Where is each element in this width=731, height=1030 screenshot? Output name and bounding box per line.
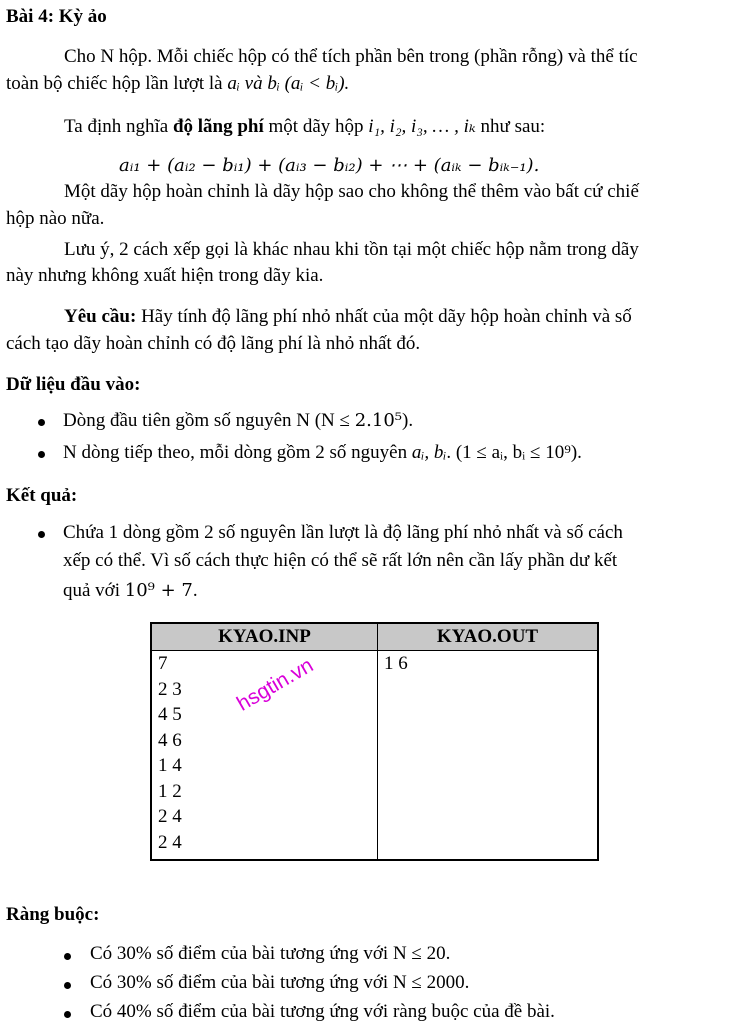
bullet-icon [64,982,71,989]
input-bullet-1-end: ). [402,410,414,431]
output-bullet-math: 10⁹ + 7 [124,580,193,601]
note-line-1: Lưu ý, 2 cách xếp gọi là khác nhau khi tồn tại một chiếc hộp nằm trong dãy [64,239,639,260]
bullet-icon [38,531,45,538]
constraint-item-1: Có 30% số điểm của bài tương ứng với N ≤ 20. [90,943,451,964]
input-line: 4 6 [158,729,182,751]
input-line: 2 4 [158,806,182,827]
output-bullet-text: quả với [63,580,125,601]
input-line: 2 4 [158,831,182,853]
input-bullet-2 [63,440,582,466]
output-heading: Kết quả: [6,485,78,506]
complete-sequence-line-2: hộp nào nữa. [6,208,105,229]
requirement-line-1 [64,304,632,330]
watermark: hsgtin.vn [233,653,318,716]
complete-sequence-line-1: Một dãy hộp hoàn chỉnh là dãy hộp sao cho không thể thêm vào bất cứ chiế [64,181,639,202]
input-line: 4 5 [158,704,182,725]
input-heading: Dữ liệu đầu vào: [6,374,141,395]
example-body-row [151,651,598,861]
bullet-icon [64,953,71,960]
input-bullet-2-math: aᵢ, bᵢ [411,442,447,463]
problem-title: Bài 4: Kỳ ảo [6,6,107,27]
definition-text-2: một dãy hộp [263,116,369,137]
definition-term: độ lãng phí [172,116,264,137]
input-line: 2 3 [158,678,182,700]
note-line-2: này nhưng không xuất hiện trong dãy kia. [6,265,324,286]
input-bullet-2-text: N dòng tiếp theo, mỗi dòng gồm 2 số nguyên [63,442,412,463]
constraints-heading: Ràng buộc: [6,904,100,925]
bullet-icon [38,419,45,426]
example-table [150,622,599,861]
output-bullet-line-3 [63,578,198,604]
requirement-text: Hãy tính độ lãng phí nhỏ nhất của một dãy hộp hoàn chỉnh và số [136,306,632,327]
example-output-cell [378,651,599,861]
requirement-label: Yêu cầu: [64,306,137,327]
input-bullet-2-end: . (1 ≤ aᵢ, bᵢ ≤ 10⁹). [446,442,582,463]
col-header-input: KYAO.INP [151,623,378,651]
input-bullet-1-text: Dòng đầu tiên gồm số nguyên N (N ≤ [63,410,355,431]
input-bullet-1-math: 2.10⁵ [354,410,402,431]
input-bullet-1 [63,408,413,434]
waste-formula: aᵢ₁ + (aᵢ₂ − bᵢ₁) + (aᵢ₃ − bᵢ₂) + ⋯ + (aᵢₖ − bᵢₖ₋₁). [119,155,540,176]
intro-text: toàn bộ chiếc hộp lần lượt là [6,73,228,94]
definition-end: như sau: [475,116,546,137]
input-line: 1 4 [158,755,182,776]
intro-math: aᵢ và bᵢ (aᵢ < bᵢ). [227,73,350,94]
definition-line [64,114,545,140]
intro-line-2 [6,71,349,97]
col-header-output: KYAO.OUT [378,623,599,651]
intro-line-1: Cho N hộp. Mỗi chiếc hộp có thể tích phần bên trong (phần rỗng) và thể tíc [64,46,638,67]
constraint-item-3: Có 40% số điểm của bài tương ứng với ràng buộc của đề bài. [90,1001,555,1022]
output-bullet-line-1: Chứa 1 dòng gồm 2 số nguyên lần lượt là độ lãng phí nhỏ nhất và số cách [63,522,623,543]
definition-math: i₁, i₂, i₃, … , iₖ [368,116,476,137]
constraint-item-2: Có 30% số điểm của bài tương ứng với N ≤ 2000. [90,972,470,993]
requirement-line-2: cách tạo dãy hoàn chỉnh có độ lãng phí là nhỏ nhất đó. [6,333,421,354]
bullet-icon [64,1011,71,1018]
input-line: 1 2 [158,780,182,802]
output-line: 1 6 [384,653,408,674]
output-bullet-end: . [192,580,198,601]
input-line: 7 [158,653,168,674]
bullet-icon [38,451,45,458]
output-bullet-line-2: xếp có thể. Vì số cách thực hiện có thể sẽ rất lớn nên cần lấy phần dư kết [63,550,618,571]
definition-text: Ta định nghĩa [64,116,173,137]
example-header-row [151,623,598,651]
